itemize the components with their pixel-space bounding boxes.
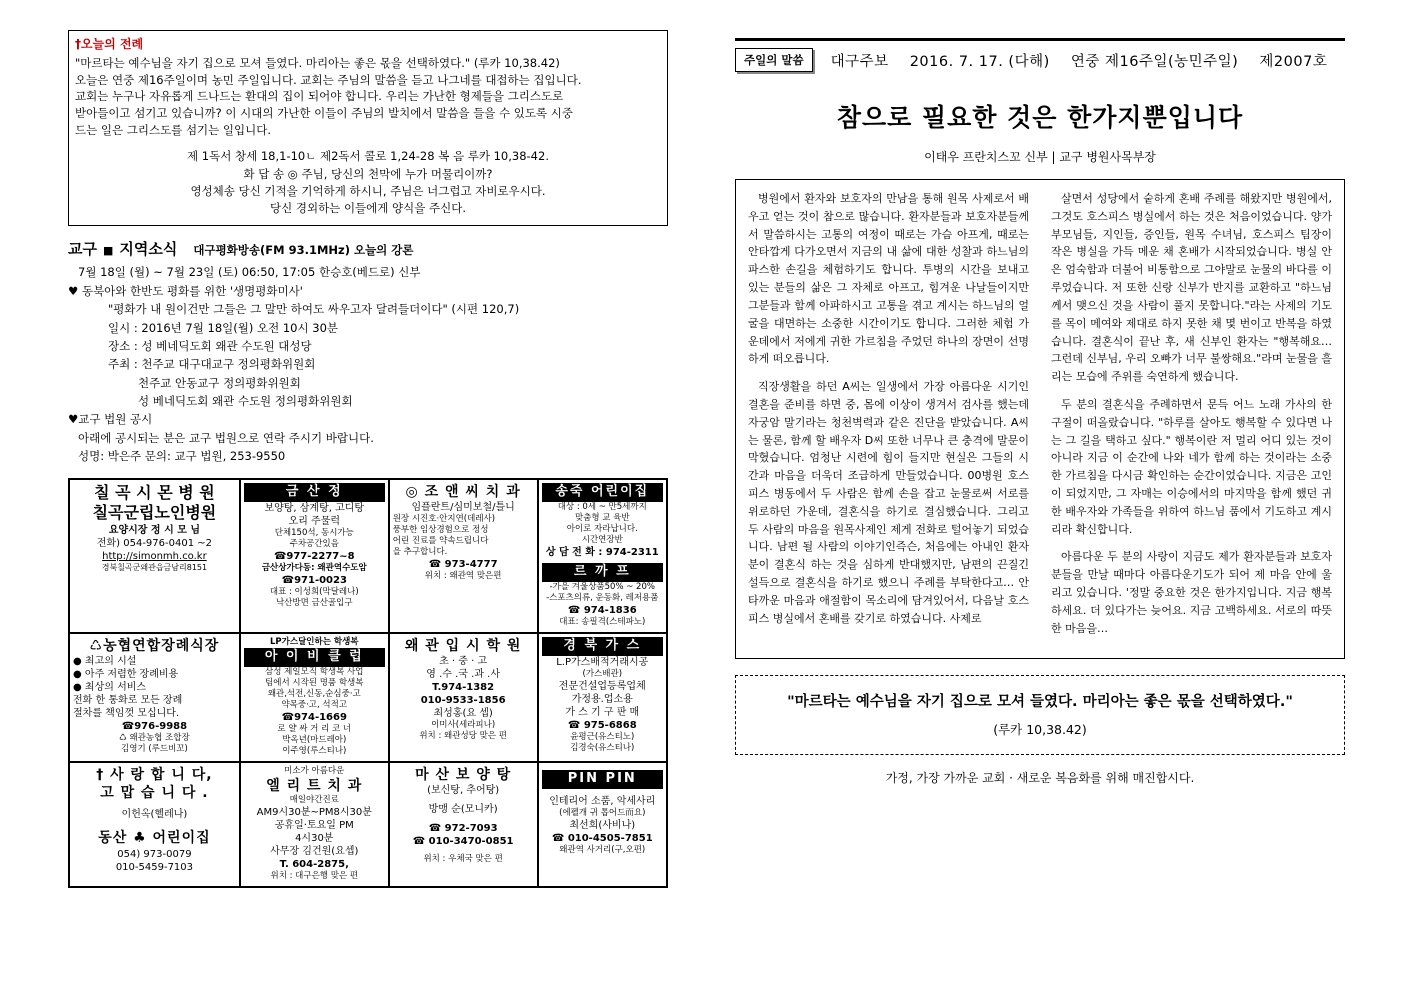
ad-line: 김영기 (루드비꼬)	[121, 744, 188, 754]
square-bullet-icon: ■	[102, 244, 114, 258]
quote-text: "마르타는 예수님을 자기 집으로 모셔 들였다. 마리아는 좋은 몫을 선택하였다."	[787, 693, 1293, 710]
ad-line: 가 스 기 구 판 매	[565, 706, 640, 718]
ad-line: 단체150석, 동시가능	[274, 527, 354, 538]
ad-line: 박옥년(마드레아)	[282, 734, 347, 745]
parish-news-body	[68, 263, 668, 465]
ad-waegwan-academy[interactable]	[389, 633, 538, 762]
ad-line: 대표 : 이성희(막달레나)	[269, 586, 359, 597]
ad-line: AM9시30분~PM8시30분	[256, 807, 372, 819]
ad-line: 을 추구합니다.	[392, 546, 448, 557]
ad-line: 이주영(루스티나)	[282, 745, 347, 756]
ad-line: 송죽 어린이집	[542, 483, 663, 502]
issue-date: 2016. 7. 17. (다해)	[909, 53, 1050, 70]
scripture-quote-box	[735, 675, 1345, 755]
page-footer: 가정, 가장 가까운 교회 · 새로운 복음화를 위해 매진합시다.	[885, 770, 1195, 785]
ad-phone: ☎ 010-4505-7851	[551, 832, 653, 844]
ad-phone: 010-9533-1856	[420, 694, 506, 706]
ad-line: 낙산방면 금산골입구	[275, 597, 353, 608]
ad-line: 아 이 비 클 럽	[244, 648, 385, 667]
ad-line: ● 아주 저렴한 장례비용	[73, 668, 179, 680]
liturgy-line: 받아들이고 섬기고 있습니까? 이 시대의 가난한 이들이 주님의 발치에서 말씀을 들을 수 있도록 시중	[75, 106, 573, 121]
ad-line: (가스배관)	[582, 668, 623, 679]
liturgy-line: 드는 일은 그리스도를 섬기는 일입니다.	[75, 122, 272, 137]
ad-line: 전화) 054-976-0401 ~2	[96, 538, 212, 550]
ad-line: 경북칠곡군왜관읍금남리8151	[101, 563, 208, 573]
ad-line: 위치 : 대구은행 맞은 편	[270, 871, 359, 882]
ad-phone: ☎976-9988	[121, 720, 188, 732]
news-line: 장소 : 성 베네딕도회 왜관 수도원 대성당	[108, 338, 312, 353]
ad-line: 요양시장 정 시 모 님	[108, 525, 201, 537]
ad-line: 주차공간있음	[289, 538, 339, 549]
ad-line: 전화 한 통화로 모든 장례	[73, 694, 183, 706]
ad-line: 어린 진료를 약속드립니다	[392, 535, 489, 546]
news-line: "평화가 내 원이건만 그들은 그 말만 하여도 싸우고자 달려들더이다" (시편 120,7)	[108, 302, 520, 317]
ad-line: 오리 주물럭	[288, 515, 341, 527]
ad-line: 로 얄 싸 거 리 코 너	[277, 723, 352, 734]
ad-phone: 상 담 전 화 : 974-2311	[545, 546, 659, 558]
ad-phone: ☎ 010-3470-0851	[412, 836, 514, 848]
ad-phone: ☎ 972-7093	[428, 823, 498, 835]
ad-line: 미소가 아름다운	[284, 766, 345, 777]
ad-line: -가을 겨울상품50% ~ 20%	[549, 581, 655, 592]
ad-phone: T.974-1382	[432, 681, 495, 693]
ad-line: 왜관,석전,신동,순심중·고	[267, 688, 361, 699]
paragraph: 병원에서 환자와 보호자의 만남을 통해 원목 사제로서 배우고 얻는 것이 참으로 많습니다. 환자분들과 보호자분들께서 말씀하시는 고통의 여정이 때로는 가슴 아프게, 때로는 안타깝게 다가오면서 지금의 내 삶에 대한 성찰과 하느님의 파스한 손길을 체험하기도 합니다. 투병의 시간을 보내고 있는 분들의 삶은 그 자체로 아프고, 힘겨운 나날들이지만 그분들과 함께 아파하시고 고통을 겪고 계시는 하느님의 얼굴을 대면하는 소중한 시간이기도 합니다. 그러한 체험 가운데에서 저에게 귀한 가르침을 주었던 하나의 장면이 선명하게 떠오릅니다.	[748, 192, 1029, 366]
reading-line: 화 답 송 ◎ 주님, 당신의 천막에 누가 머물리이까?	[243, 166, 493, 181]
paragraph: 두 분의 결혼식을 주례하면서 문득 어느 노래 가사의 한 구절이 떠올랐습니다. "하루를 살아도 행복할 수 있다면 나는 그 길을 택하고 싶다." 행복이란 저 멀리 어디 있는 것이 아니라 지금 이 순간에 나와 네가 함께 하는 것이라는 소중한 가르침을 다시금 확인하는 순간이었습니다. 지금은 고인이 되었지만, 그 자매는 이승에서의 마지막을 함께 했던 귀한 배우자와 가족들을 위하여 하느님 품에서 기도하고 계시리라 확신합니다.	[1051, 397, 1332, 536]
ad-line: ♺ 왜관농협 조합장	[119, 732, 190, 743]
parish-news-heading-1: 교구	[68, 240, 97, 259]
ad-line: 인테리어 소품, 악세사리	[549, 795, 656, 807]
ad-line: (에펠개 귀 톱어드而요)	[559, 807, 646, 818]
ad-line: 팀에서 시작된 명품 학생복	[265, 677, 364, 688]
liturgy-readings	[75, 148, 661, 217]
ad-phone: ☎974-1669	[281, 711, 347, 723]
liturgy-box	[68, 30, 668, 226]
ad-line: 삼성 제일모직 학생복 사업	[265, 666, 364, 677]
ad-line: 엘 리 트 치 과	[266, 778, 363, 795]
news-line: 주최 : 천주교 대구대교구 정의평화위원회	[108, 357, 316, 372]
ad-line: 풍부한 임상경험으로 정성	[392, 524, 489, 535]
ad-line: (보신탕, 추어탕)	[427, 785, 500, 797]
reading-line: 당신 경외하는 이들에게 양식을 주신다.	[269, 201, 467, 216]
article-column-right	[1051, 190, 1332, 648]
liturgy-title: †오늘의 전례	[75, 37, 144, 51]
ad-sarang-hamnida[interactable]	[69, 762, 240, 887]
paragraph: 살면서 성당에서 숱하게 혼배 주례를 해왔지만 병원에서, 그것도 호스피스 병실에서 하는 것은 처음이었습니다. 양가 부모님들, 지인들, 증인들, 원목 수녀님, 호스피스 팀장이 작은 병실을 가득 메운 채 혼배가 시작되었습니다. 병실 안은 엄숙함과 더불어 비통함으로 그야말로 눈물의 바다를 이루었습니다. 저 또한 신랑 신부가 반지를 교환하고 "하느님께서 맺으신 것을 사람이 풀지 못합니다."라는 사제의 기도를 목이 메여와 제대로 하지 못한 채 몇 번이고 반복을 하였습니다. 결혼식이 끝난 후, 새 신부인 환자는 "행복해요… 그런데 신부님, 우리 오빠가 너무 불쌍해요."라며 눈물을 흘리는 모습에 주위를 숙연하게 했습니다.	[1051, 192, 1332, 384]
ad-line: 절차를 책임껏 모십니다.	[73, 707, 180, 719]
ad-line: 왜관역 사거리(구,오편)	[559, 844, 646, 855]
article-title: 참으로 필요한 것은 한가지뿐입니다	[836, 103, 1244, 132]
ad-geumsanjeong[interactable]	[240, 479, 389, 633]
ad-line: 이미사(세라피나)	[431, 719, 496, 730]
publication-name: 대구주보	[830, 53, 889, 70]
news-line: 아래에 공시되는 분은 교구 법원으로 연락 주시기 바랍니다.	[78, 430, 374, 445]
paragraph: 아름다운 두 분의 사랑이 지금도 제가 환자분들과 보호자분들을 만날 때마다 아름다운기도가 되어 제 마음 안에 울리고 있습니다. '정말 중요한 것은 한가지입니다. 지금 행복하세요. 더 있다가는 늦어요. 지금 고백하세요. 서로의 따뜻한 마음을…	[1051, 550, 1332, 635]
reading-line: 제 1독서 창세 18,1-10ㄴ 제2독서 콜로 1,24-28 복 음 루카 10,38-42.	[187, 149, 549, 164]
ad-phone: ☎977-2277~8	[273, 550, 355, 562]
ad-line: 초 · 중 · 고	[439, 655, 488, 667]
ad-line: 약목중·고, 석적고	[281, 699, 348, 710]
parish-news-heading	[68, 238, 668, 259]
ad-line: 마 산 보 양 탕	[415, 767, 512, 784]
ad-line: 공휴일·토요일 PM	[274, 820, 354, 832]
ad-line: 대상 : 0세 ~ 만5세까지	[557, 501, 647, 512]
ad-line: 이헌옥(헬레나)	[121, 809, 188, 821]
ad-line: L.P가스배적거래시공	[556, 656, 649, 668]
liturgy-line: 오늘은 연중 제16주일이며 농민 주일입니다. 교회는 주님의 말씀을 듣고 나그네를 대접하는 집입니다.	[75, 72, 582, 87]
ad-line: 고 맙 습 니 다 .	[100, 785, 209, 802]
article-column-left	[748, 190, 1029, 648]
news-line: 성명: 박은주 문의: 교구 법원, 253-9550	[78, 449, 286, 464]
article-body	[735, 179, 1345, 659]
ad-line: † 사 랑 합 니 다,	[96, 767, 213, 784]
ad-phone: ☎ 974-1836	[567, 604, 637, 616]
ad-line: 최선희(사비나)	[569, 819, 636, 831]
ad-line: 아이로 자라납니다.	[566, 523, 638, 534]
ad-line: 칠곡군립노인병원	[92, 503, 217, 523]
ad-line: 왜 관 입 시 학 원	[404, 637, 522, 654]
ad-line: 동산 ♣ 어린이집	[98, 830, 211, 847]
ad-songjuk-kindergarten[interactable]	[538, 479, 667, 633]
parish-news-heading-2: 지역소식	[119, 240, 178, 259]
ad-phone: ☎ 973-4777	[428, 559, 498, 571]
news-line: 성 베네딕도회 왜관 수도원 정의평화위원회	[138, 394, 353, 409]
ad-line: 최성홍(요 셉)	[433, 707, 493, 719]
ad-line: 방맹 순(모니카)	[428, 804, 498, 816]
quote-reference: (루카 10,38.42)	[993, 721, 1087, 737]
ad-line: 시간연장반	[581, 534, 623, 545]
ad-line: PIN PIN	[542, 770, 663, 789]
right-page	[735, 38, 1345, 786]
ad-gyeongbuk-gas[interactable]	[538, 633, 667, 762]
ad-phone: ☎ 975-6868	[567, 719, 637, 731]
top-rule	[735, 38, 1345, 41]
ad-line: 사무장 김건원(요셉)	[270, 846, 359, 858]
ad-elite-dental[interactable]	[240, 762, 389, 887]
ad-line: 임플란트/심미보철/틀니	[411, 501, 515, 513]
liturgy-line: 교회는 누구나 자유롭게 드나드는 환대의 집이 되어야 합니다. 우리는 가난한 형제들을 그리스도로	[75, 89, 564, 104]
ad-line: 칠 곡 시 몬 병 원	[94, 482, 215, 502]
news-line: 일시 : 2016년 7월 18일(월) 오전 10시 30분	[108, 320, 339, 335]
advertisement-grid	[68, 478, 668, 889]
parish-news-subtitle: 대구평화방송(FM 93.1MHz) 오늘의 강론	[193, 243, 414, 258]
ad-masan-boyangtang[interactable]	[389, 762, 538, 887]
ad-phone: ☎971-0023	[281, 574, 347, 586]
ad-line: 4시30분	[295, 833, 334, 845]
ad-line: 위치 : 왜관성당 맞은 편	[419, 731, 507, 741]
ad-line: 영 .수 .국 .과 .사	[426, 668, 500, 680]
ad-line: 경 북 가 스	[542, 637, 663, 656]
masthead	[735, 48, 1345, 72]
news-line: 천주교 안동교구 정의평화위원회	[138, 375, 301, 390]
ad-line: 보양탕, 삼계탕, 고디탕	[264, 502, 365, 514]
ad-line: -스포츠의류, 운동화, 레저용품	[546, 592, 659, 603]
ad-line: 르 까 프	[542, 563, 663, 582]
ad-line: 금 산 정	[244, 483, 385, 502]
ad-line: 대표: 송필격(스테파노)	[559, 616, 646, 627]
news-line: ♥ 동북아와 한반도 평화를 위한 '생명평화미사'	[68, 283, 303, 298]
ad-line: 위치 : 우체국 맞은 편	[423, 854, 503, 865]
article-author: 이태우 프란치스꼬 신부 | 교구 병원사목부장	[924, 150, 1156, 164]
paragraph: 직장생활을 하던 A씨는 일생에서 가장 아름다운 시기인 결혼을 준비를 하면 중, 몸에 이상이 생겨서 검사를 했는데 자궁암 말기라는 청천벽력과 같은 진단을 받았습니다. A씨는 물론, 함께 할 배우자 D씨 또한 너무나 큰 충격에 말문이 막혔습니다. 엄청난 시련에 힘이 들지만 현실은 그들의 시간과 마음을 더욱더 조급하게 만들었습니다. 00병원 호스피스 병동에서 두 사람은 함께 손을 잡고 눈물로써 서로를 위로하던 가운데, 결혼식을 하기로 결심했습니다. 그리고 두 사람의 마음을 원목사제인 제게 전화로 털어놓기 되었습니다. 남편 될 사람의 이야기인즉슨, 처음에는 아내인 환자분이 결혼식 하는 것을 심하게 반대했지만, 남편의 끈질긴 설득으로 결혼식을 하기로 했으니 주례를 부탁한다고… 안타까운 마음과 애절함이 목소리에 담겨있어서, 다음날 호스피스 병실에서 혼배를 갖기로 하였습니다. 사제로	[748, 380, 1029, 625]
ad-phone: 054) 973-0079	[117, 848, 192, 860]
parish-news-section	[68, 238, 668, 465]
ad-chilgok-simon-hospital[interactable]	[69, 479, 240, 633]
reading-line: 영성체송 당신 기적을 기억하게 하시니, 주님은 너그럽고 자비로우시다.	[190, 183, 546, 198]
ad-phone: 010-5459-7103	[115, 861, 194, 873]
news-line: ♥교구 법원 공시	[68, 412, 153, 427]
ad-line: 윤평근(유스티노)	[570, 731, 635, 742]
left-page	[68, 30, 668, 888]
word-of-sunday-tag: 주일의 말씀	[735, 48, 813, 72]
ad-line: 전문건설업등록업체	[558, 680, 646, 692]
ad-line: 김경숙(유스티나)	[570, 742, 635, 753]
ad-ivy-club[interactable]	[240, 633, 389, 762]
liturgical-week: 연중 제16주일(농민주일)	[1070, 53, 1239, 70]
ad-line: 가정용.업소용	[571, 693, 633, 705]
ad-line: ◎ 조 앤 씨 치 과	[405, 483, 521, 500]
ad-line: 위치 : 왜관역 맞은편	[424, 571, 502, 582]
issue-number: 제2007호	[1259, 53, 1328, 70]
ad-line: ● 최상의 서비스	[73, 681, 147, 693]
ad-nonghyup-funeral-hall[interactable]	[69, 633, 240, 762]
masthead-text	[831, 50, 1344, 71]
liturgy-lines	[75, 55, 661, 138]
liturgy-line: "마르타는 예수님을 자기 집으로 모셔 들였다. 마리아는 좋은 몫을 선택하였다." (루카 10,38.42)	[75, 56, 560, 70]
ad-line: 원장 시진호·안지연(데레사)	[392, 513, 496, 524]
ad-pin-pin[interactable]	[538, 762, 667, 887]
ad-jo-and-c-dental[interactable]	[389, 479, 538, 633]
ad-phone: T. 604-2875,	[279, 859, 349, 871]
news-line: 7월 18일 (월) ~ 7월 23일 (토) 06:50, 17:05 한승호(베드로) 신부	[78, 265, 421, 280]
ad-line: 매일야간진료	[289, 795, 339, 806]
ad-line: LP가스달인하는 학생복	[270, 636, 359, 647]
ad-link[interactable]: http://simonmh.co.kr	[102, 551, 207, 563]
ad-line: ● 최고의 시설	[73, 655, 137, 667]
ad-line: 금산상가다동: 왜관역수도암	[261, 562, 367, 573]
ad-line: ♺농협연합장례식장	[89, 637, 220, 654]
ad-line: 맞춤형 교 육반	[574, 512, 630, 523]
